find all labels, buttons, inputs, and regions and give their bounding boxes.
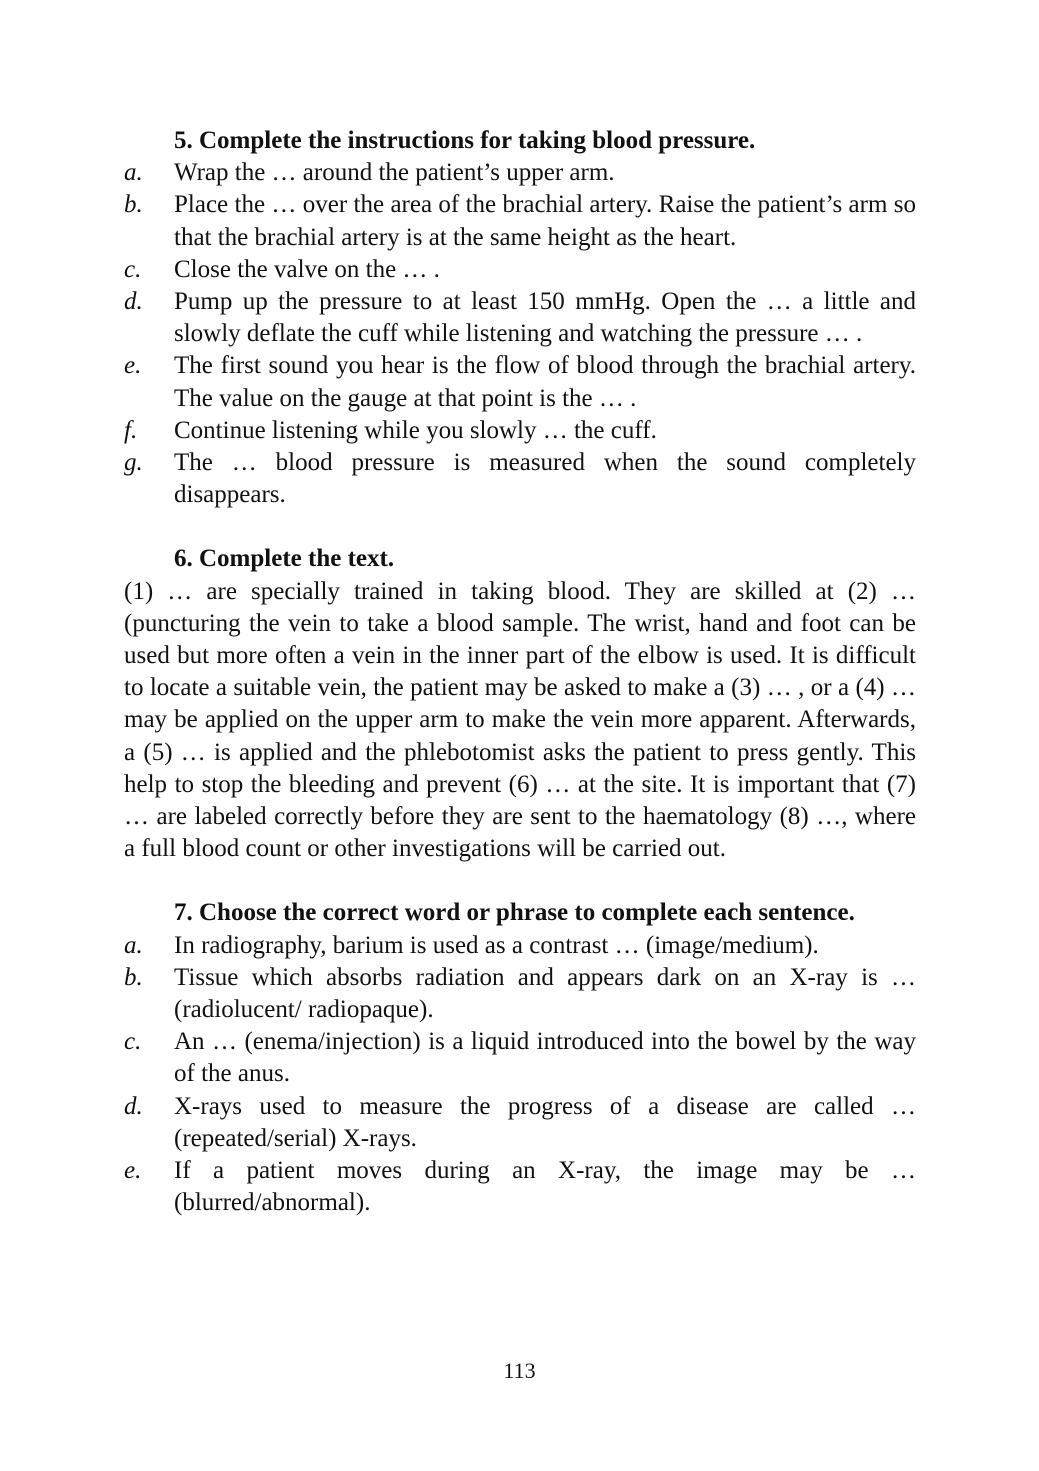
list-item	[124, 189, 916, 253]
list-item	[124, 962, 916, 1026]
item-letter: d.	[124, 1092, 143, 1120]
item-text: X-rays used to measure the progress of a disease are called … (repeated/serial) X-rays.	[174, 1092, 916, 1152]
item-letter: c.	[124, 255, 142, 283]
section-5-list	[124, 157, 916, 511]
item-text: The … blood pressure is measured when the sound completely disappears.	[174, 449, 916, 509]
item-letter: g.	[124, 449, 143, 477]
item-text: Wrap the … around the patient’s upper arm.	[174, 159, 615, 187]
item-letter: a.	[124, 159, 143, 187]
item-letter: c.	[124, 1028, 142, 1056]
section-5-title: 5. Complete the instructions for taking blood pressure.	[174, 127, 756, 154]
list-item	[124, 1155, 916, 1219]
item-letter: b.	[124, 963, 143, 991]
item-letter: e.	[124, 1157, 142, 1185]
list-item	[124, 415, 916, 447]
section-6-title: 6. Complete the text.	[174, 545, 395, 573]
section-6-text: (1) … are specially trained in taking blood. They are skilled at (2) … (puncturing the vein to take a blood sample. The wrist, hand and foot can be used but more often a vein in the inner part of the elbow is used. It is difficult to locate a suitable vein, the patient may be asked to make a (3) … , or a (4) … may be applied on the upper arm to make the vein more apparent. Afterwards, a (5) … is applied and the phlebotomist asks the patient to press gently. This help to stop the bleeding and prevent (6) … at the site. It is important that (7) … are labeled correctly before they are sent to the haematology (8) …, where a full blood count or other investigations will be carried out.	[124, 577, 916, 863]
list-item	[124, 286, 916, 350]
section-spacer	[124, 865, 916, 897]
list-item	[124, 1026, 916, 1090]
item-text: Tissue which absorbs radiation and appears dark on an X-ray is … (radiolucent/ radiopaque).	[174, 963, 916, 1024]
list-item	[124, 157, 916, 189]
section-spacer	[124, 511, 916, 543]
item-text: Place the … over the area of the brachial artery. Raise the patient’s arm so that the brachial artery is at the same height as the heart.	[174, 191, 916, 251]
list-item	[124, 254, 916, 286]
list-item	[124, 930, 916, 962]
page-content	[124, 125, 916, 1220]
list-item	[124, 447, 916, 511]
item-letter: f.	[124, 416, 138, 444]
item-letter: a.	[124, 931, 143, 959]
item-text: In radiography, barium is used as a contrast … (image/medium).	[174, 931, 819, 959]
page-number: 113	[503, 1358, 536, 1383]
item-text: If a patient moves during an X-ray, the image may be … (blurred/abnormal).	[174, 1157, 916, 1217]
item-text: An … (enema/injection) is a liquid introduced into the bowel by the way of the anus.	[174, 1028, 916, 1088]
item-text: Continue listening while you slowly … the cuff.	[174, 416, 657, 444]
list-item	[124, 350, 916, 414]
list-item	[124, 1091, 916, 1155]
item-letter: b.	[124, 191, 143, 219]
item-text: Close the valve on the … .	[174, 255, 440, 283]
item-letter: d.	[124, 288, 143, 316]
item-text: The first sound you hear is the flow of blood through the brachial artery. The value on the gauge at that point is the … .	[174, 352, 916, 412]
section-7-title: 7. Choose the correct word or phrase to complete each sentence.	[174, 899, 855, 927]
section-7-list	[124, 930, 916, 1220]
item-letter: e.	[124, 352, 142, 380]
item-text: Pump up the pressure to at least 150 mmHg. Open the … a little and slowly deflate the cuff while listening and watching the pressure … .	[174, 288, 916, 348]
